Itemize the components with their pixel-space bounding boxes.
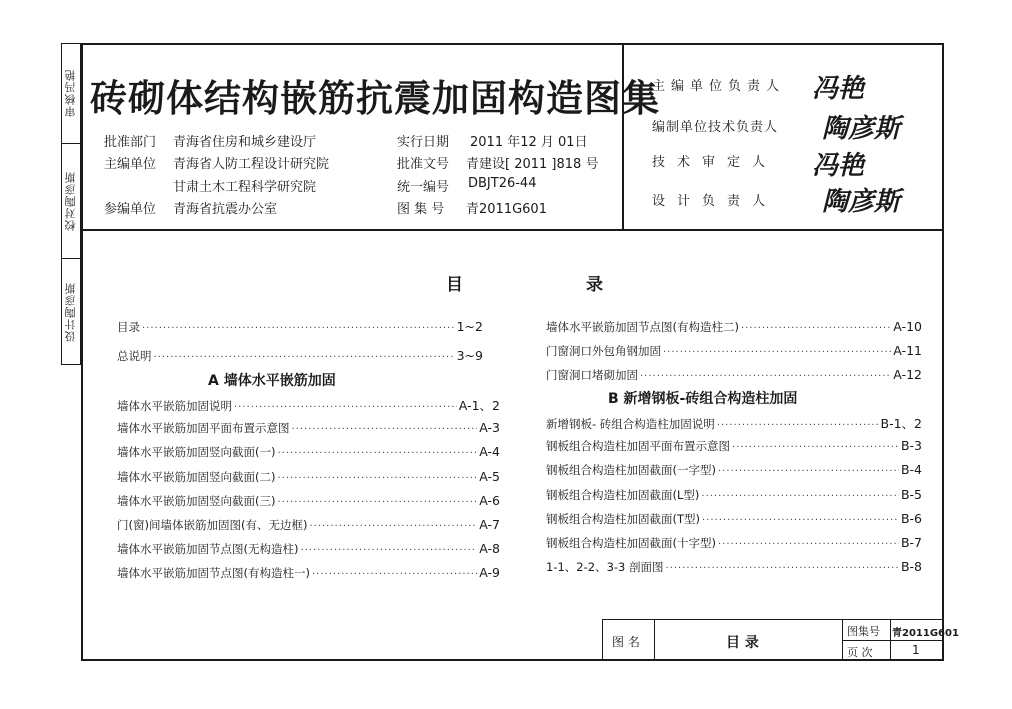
title-block-atlas-value: 青2011G601 (892, 628, 959, 639)
toc-right-item-page: A-10 (893, 319, 922, 334)
effective-date-label: 实行日期 (397, 135, 450, 150)
toc-section-a-item-leader-dots (234, 402, 457, 413)
toc-right-item-label: 门窗洞口外包角钢加固 (546, 344, 661, 358)
editor-unit-2: 甘肃土木工程科学研究院 (173, 180, 317, 195)
toc-section-a-title: A 墙体水平嵌筋加固 (208, 373, 336, 389)
toc-section-b-item-leader-dots (717, 420, 879, 431)
editor-unit-1: 青海省人防工程设计研究院 (173, 157, 330, 172)
signature-tech: 陶彦斯 (822, 114, 901, 144)
toc-left-item-row (117, 348, 483, 364)
toc-right-item-row (546, 319, 922, 335)
signature-design: 陶彦斯 (822, 187, 901, 217)
toc-left-item-label: 总说明 (117, 349, 152, 363)
toc-section-a-item-row (117, 517, 500, 533)
toc-heading-left: 目 (446, 275, 463, 295)
toc-right-item-row (546, 343, 922, 359)
toc-section-a-item-row (117, 444, 500, 460)
toc-right-item-page: A-12 (893, 367, 922, 382)
participant-unit-label: 参编单位 (104, 202, 157, 217)
unified-no: DBJT26-44 (468, 176, 537, 191)
toc-left-item-leader-dots (154, 352, 455, 363)
toc-section-a-item-leader-dots (277, 448, 477, 459)
toc-section-b-item-label: 钢板组合构造柱加固平面布置示意图 (546, 439, 730, 454)
toc-right-item-leader-dots (663, 347, 891, 358)
editor-unit-label: 主编单位 (104, 157, 157, 172)
title-block-left-border (602, 619, 603, 661)
toc-section-b-item-label: 1-1、2-2、3-3 剖面图 (546, 560, 664, 575)
toc-section-b-item-row (546, 535, 922, 551)
atlas-no: 青2011G601 (466, 202, 547, 217)
approval-doc: 青建设[ 2011 ]818 号 (466, 157, 599, 172)
toc-right-item-leader-dots (741, 323, 891, 334)
side-strip-review-cell (61, 43, 81, 143)
toc-section-a-item-page: A-3 (479, 420, 500, 436)
toc-section-b-item-page: B-8 (900, 559, 922, 575)
toc-section-b-item-page: B-5 (900, 486, 922, 502)
toc-section-a-item-leader-dots (277, 473, 477, 484)
toc-left-item-page: 3~9 (456, 348, 483, 363)
toc-section-b-item-row (546, 462, 922, 478)
toc-right-item-label: 门窗洞口堵砌加固 (546, 368, 638, 382)
title-block-name-label: 图 名 (612, 635, 640, 649)
toc-section-b-item-leader-dots (666, 563, 899, 574)
toc-heading-right: 录 (586, 275, 603, 295)
approval-dept-label: 批准部门 (104, 135, 157, 150)
toc-section-a-item-label: 墙体水平嵌筋加固节点图(有构造柱一) (117, 566, 310, 581)
toc-section-b-title: B 新增钢板-砖组合构造柱加固 (608, 391, 798, 407)
toc-section-a-item-label: 墙体水平嵌筋加固平面布置示意图 (117, 421, 290, 436)
side-strip-design-text: 设计陶彦斯 (64, 282, 77, 342)
toc-section-a-item-page: A-6 (479, 492, 500, 508)
toc-section-a-item-leader-dots (300, 545, 477, 556)
toc-section-a-item-label: 墙体水平嵌筋加固说明 (117, 399, 232, 413)
toc-section-a-item-row (117, 541, 500, 557)
toc-section-a-item-label: 墙体水平嵌筋加固竖向截面(三) (117, 493, 276, 508)
signature-chief-unit: 冯艳 (812, 74, 865, 104)
toc-section-a-item-leader-dots (277, 497, 477, 508)
toc-section-b-item-label: 新增钢板- 砖组合构造柱加固说明 (546, 417, 715, 431)
toc-section-b-item-page: B-7 (900, 535, 922, 550)
toc-right-item-label: 墙体水平嵌筋加固节点图(有构造柱二) (546, 320, 739, 334)
toc-section-a-item-page: A-9 (479, 565, 500, 581)
toc-section-a-item-leader-dots (312, 569, 477, 580)
responsible-label-design: 设计负责人 (652, 194, 778, 209)
toc-left-item-row (117, 319, 483, 335)
header-divider (81, 229, 944, 231)
toc-section-b-item-leader-dots (701, 491, 899, 502)
toc-right-item-leader-dots (640, 371, 891, 382)
toc-section-b-item-row (546, 511, 922, 527)
toc-section-b-item-label: 钢板组合构造柱加固截面(T型) (546, 511, 700, 526)
participant-unit: 青海省抗震办公室 (173, 202, 278, 217)
side-strip-check-text: 校对陶彦斯 (64, 171, 77, 231)
toc-section-a-item-leader-dots (309, 521, 477, 532)
signature-review: 冯艳 (812, 151, 865, 181)
toc-section-a-item-row (117, 493, 500, 509)
toc-section-a-item-row (117, 396, 500, 414)
toc-section-a-item-row (117, 420, 500, 436)
toc-section-a-item-page: A-8 (479, 541, 500, 557)
title-block-mid-border (842, 640, 944, 641)
toc-section-a-item-page: A-4 (479, 444, 500, 460)
toc-section-b-item-leader-dots (732, 442, 899, 453)
side-strip-design-cell (61, 258, 81, 365)
responsible-label-review: 技术审定人 (652, 155, 778, 170)
title-block-page-label: 页 次 (847, 646, 873, 659)
atlas-no-label: 图 集 号 (397, 202, 445, 217)
title-block-divider-1 (654, 619, 655, 661)
toc-right-item-row (546, 367, 922, 383)
responsible-label-chief-unit: 主编单位负责人 (652, 79, 786, 94)
unified-no-label: 统一编号 (397, 180, 450, 195)
toc-section-a-item-page: A-5 (479, 468, 500, 484)
toc-section-b-item-row (546, 487, 922, 503)
toc-right-item-page: A-11 (893, 343, 922, 358)
toc-section-b-item-leader-dots (702, 515, 899, 526)
toc-section-b-item-label: 钢板组合构造柱加固截面(L型) (546, 487, 700, 502)
toc-section-b-item-page: B-4 (900, 462, 922, 478)
toc-left-item-page: 1~2 (456, 319, 483, 334)
toc-section-a-item-label: 墙体水平嵌筋加固竖向截面(二) (117, 469, 276, 484)
toc-section-b-item-label: 钢板组合构造柱加固截面(十字型) (546, 536, 716, 550)
toc-left-item-leader-dots (142, 323, 455, 334)
effective-date: 2011 年12 月 01日 (470, 135, 588, 150)
toc-section-a-item-label: 门(窗)间墙体嵌筋加固图(有、无边框) (117, 518, 308, 532)
toc-section-b-item-page: B-3 (900, 438, 922, 454)
responsible-label-tech: 编制单位技术负责人 (652, 120, 779, 135)
toc-section-a-item-row (117, 469, 500, 485)
toc-section-a-item-row (117, 565, 500, 581)
title-block-name-value: 目 录 (726, 635, 759, 651)
toc-section-b-item-leader-dots (718, 466, 899, 477)
approval-dept: 青海省住房和城乡建设厅 (173, 135, 317, 150)
toc-section-b-item-page: B-6 (900, 510, 922, 526)
toc-section-a-item-label: 墙体水平嵌筋加固节点图(无构造柱) (117, 542, 299, 557)
side-strip-check-cell (61, 143, 81, 258)
toc-section-a-item-page: A-1、2 (458, 398, 500, 413)
toc-section-b-item-row (546, 559, 922, 575)
toc-left-item-label: 目录 (117, 320, 140, 334)
toc-section-a-item-leader-dots (292, 424, 478, 435)
toc-section-b-item-row (546, 438, 922, 454)
toc-section-b-item-row (546, 414, 922, 432)
title-block-atlas-label: 图集号 (847, 625, 880, 638)
toc-section-b-item-label: 钢板组合构造柱加固截面(一字型) (546, 463, 716, 478)
approval-doc-label: 批准文号 (397, 157, 450, 172)
side-strip-review-text: 审核冯艳 (64, 69, 77, 117)
toc-section-a-item-page: A-7 (479, 517, 500, 532)
atlas-title: 砖砌体结构嵌筋抗震加固构造图集 (90, 77, 660, 120)
title-block-page-value: 1 (912, 643, 920, 657)
toc-section-b-item-leader-dots (718, 539, 899, 550)
toc-section-b-item-page: B-1、2 (880, 416, 922, 431)
toc-section-a-item-label: 墙体水平嵌筋加固竖向截面(一) (117, 445, 276, 460)
